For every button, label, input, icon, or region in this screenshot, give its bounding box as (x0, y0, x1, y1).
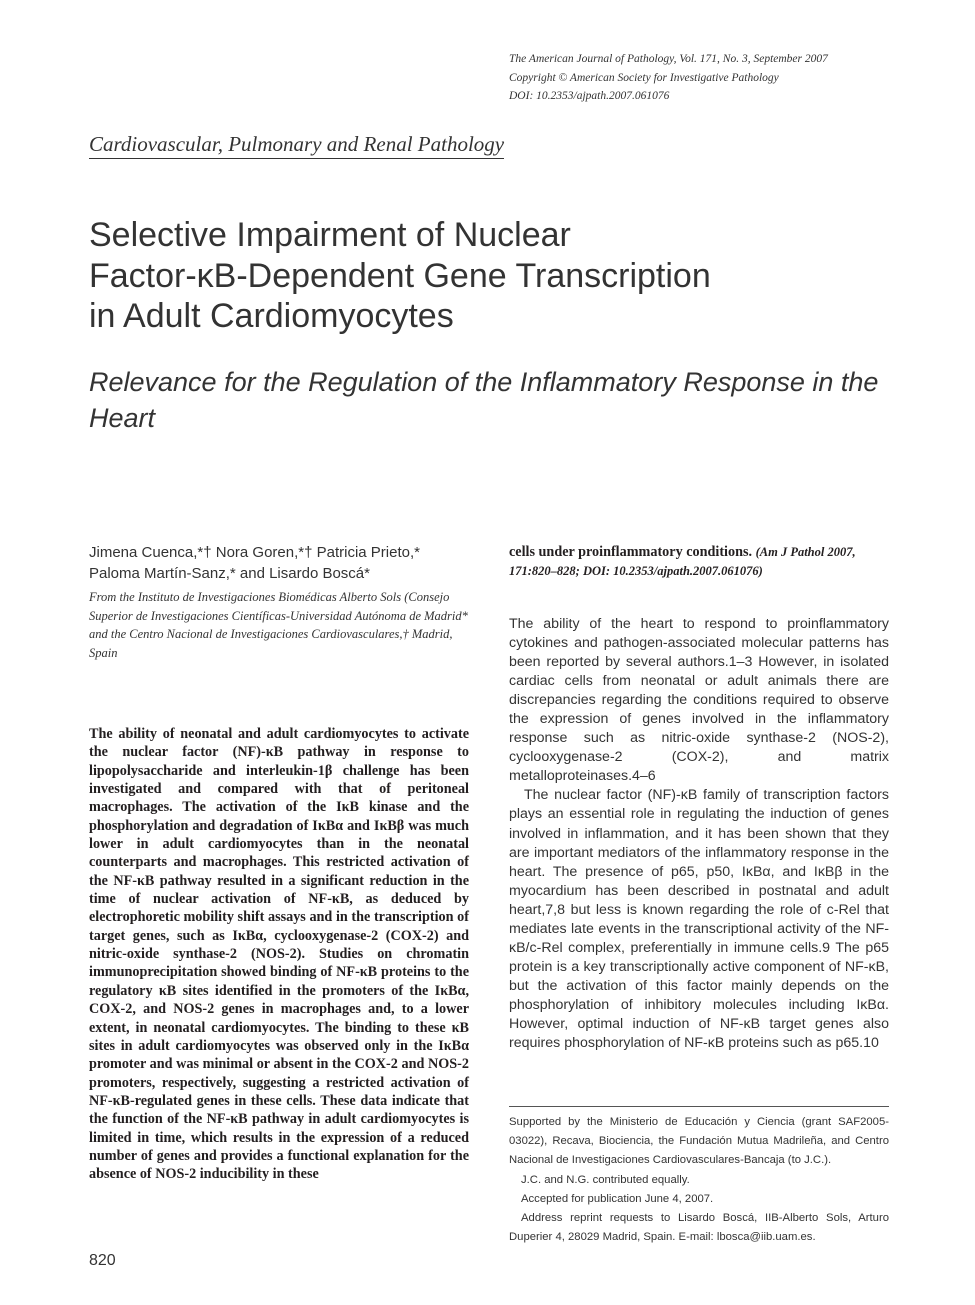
footnotes (509, 1113, 889, 1247)
footnote-divider (509, 1106, 889, 1107)
abstract: The ability of neonatal and adult cardiomyocytes to activate the nuclear factor (NF)-κB pathway in response to lipopolysaccharide and interleukin-1β challenge has been investigated and compared with that of peritoneal macrophages. The activation of the IκB kinase and the phosphorylation and degradation of IκBα and IκBβ was much lower in adult cardiomyocytes than in the neonatal counterparts and macrophages. This restricted activation of the NF-κB pathway resulted in a significant reduction in the time of nuclear activation of NF-κB, as deduced by electrophoretic mobility shift assays and in the transcription of target genes, such as IκBα, cyclooxygenase-2 (COX-2) and nitric-oxide synthase-2 (NOS-2). Studies on chromatin immunoprecipitation showed binding of NF-κB proteins to the regulatory κB sites identified in the promoters of the IκBα, COX-2, and NOS-2 genes in macrophages and, to a lower extent, in neonatal cardiomyocytes. The binding to these κB sites in adult cardiomyocytes was observed only in the IκBα promoter and was minimal or absent in the COX-2 and NOS-2 promoters, respectively, suggesting a restricted activation of NF-κB-regulated genes in these cells. These data indicate that the function of the NF-κB pathway in adult cardiomyocytes is limited in time, which results in the expression of a reduced number of genes and provides a functional explanation for the absence of NOS-2 inducibility in these (89, 726, 469, 1183)
title-line-3: in Adult Cardiomyocytes (89, 297, 454, 335)
doi-line: DOI: 10.2353/ajpath.2007.061076 (509, 90, 670, 102)
footnote-support: Supported by the Ministerio de Educación y Ciencia (grant SAF2005-03022), Recava, Biociencia, the Fundación Mutua Madrileña, and Centro Nacional de Investigaciones Cardiovasculares-Bancaja (to J.C.). (509, 1116, 889, 1167)
journal-meta (509, 50, 929, 106)
abstract-continuation (509, 543, 889, 580)
footnote-equal-contribution: J.C. and N.G. contributed equally. (521, 1173, 690, 1186)
journal-citation: The American Journal of Pathology, Vol. 171, No. 3, September 2007 (509, 53, 828, 65)
affiliation: From the Instituto de Investigaciones Biomédicas Alberto Sols (Consejo Superior de Investigaciones Científicas-Universidad Autónoma de Madrid* and the Centro Nacional de Investigaciones Cardiovasculares,† Madrid, Spain (89, 590, 468, 660)
page-number: 820 (89, 1252, 116, 1269)
footnote-accepted: Accepted for publication June 4, 2007. (521, 1192, 714, 1205)
article-title (89, 215, 849, 337)
body-paragraph-1: The ability of the heart to respond to proinflammatory cytokines and pathogen-associated molecular patterns has been reported by several authors.1–3 However, in isolated cardiac cells from neonatal or adult animals there are discrepancies regarding the conditions required to observe the expression of genes involved in the inflammatory response such as nitric-oxide synthase-2 (NOS-2), cyclooxygenase-2 (COX-2), and matrix metalloproteinases.4–6 (509, 616, 889, 785)
article-citation: (Am J Pathol 2007, 171:820–828; DOI: 10.2353/ajpath.2007.061076) (509, 545, 856, 578)
body-paragraph-2: The nuclear factor (NF)-κB family of transcription factors plays an essential role in regulating the induction of genes involved in inflammation, and it has been shown that they are important mediators of the inflammatory response in the heart. The presence of p65, p50, IκBα, and IκBβ in the myocardium has been described in postnatal and adult heart,7,8 but less is known regarding the role of c-Rel that mediates late events in the transcriptional activity of the NF-κB/c-Rel complex, preferentially in immune cells.9 The p65 protein is a key transcriptionally active component of NF-κB, but the activation of this factor mainly depends on the phosphorylation of inhibitory molecules including IκBα. However, optimal induction of NF-κB target genes also requires phosphorylation of NF-κB proteins such as p65.10 (509, 787, 889, 1052)
abstract-end: cells under proinflammatory conditions. (509, 544, 753, 560)
authors-line-2: Paloma Martín-Sanz,* and Lisardo Boscá* (89, 565, 370, 582)
title-line-1: Selective Impairment of Nuclear (89, 216, 571, 254)
body-text (509, 615, 889, 1053)
copyright-line: Copyright © American Society for Investigative Pathology (509, 71, 779, 84)
authors-line-1: Jimena Cuenca,*† Nora Goren,*† Patricia Prieto,* (89, 544, 420, 561)
section-heading: Cardiovascular, Pulmonary and Renal Pathology (89, 130, 504, 159)
article-subtitle: Relevance for the Regulation of the Inflammatory Response in the Heart (89, 367, 879, 433)
footnote-reprint: Address reprint requests to Lisardo Boscá, IIB-Alberto Sols, Arturo Duperier 4, 28029 Madrid, Spain. E-mail: lbosca@iib.uam.es. (509, 1212, 889, 1244)
author-list (89, 542, 489, 584)
title-line-2: Factor-κB-Dependent Gene Transcription (89, 256, 711, 295)
